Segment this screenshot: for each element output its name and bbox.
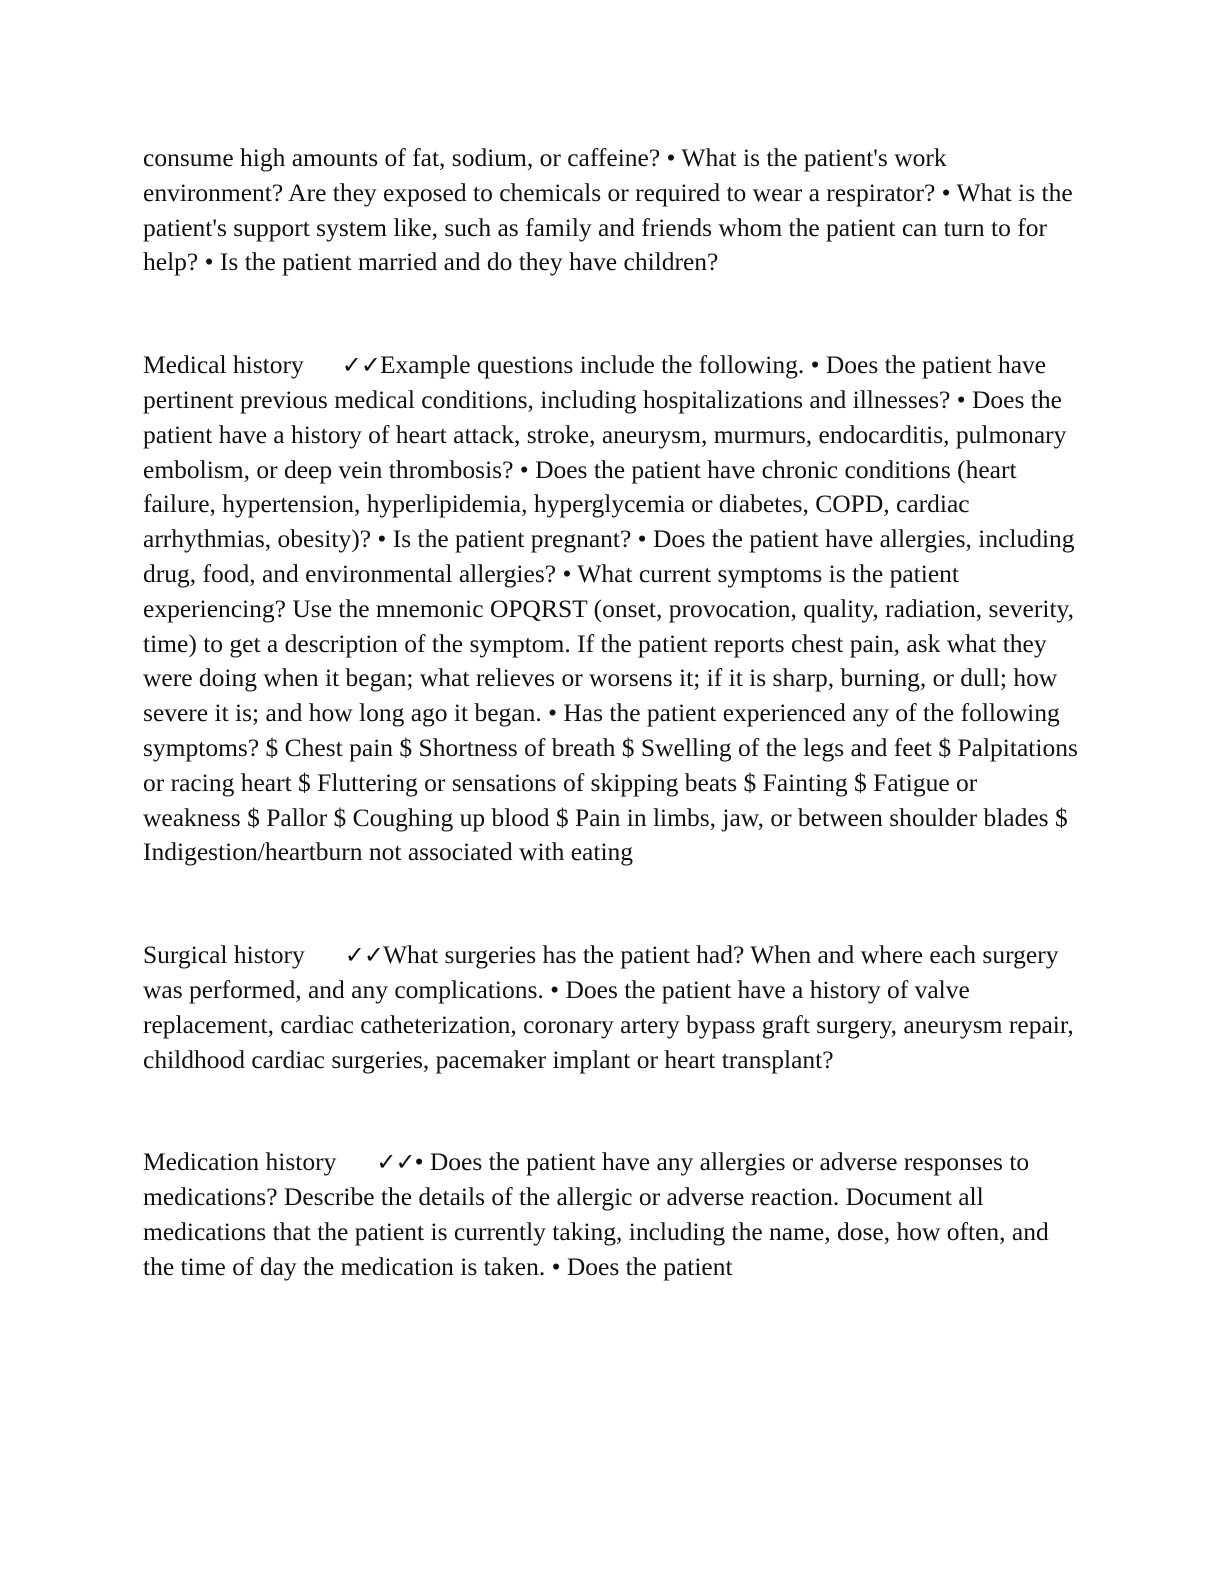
surgical-history-paragraph — [143, 938, 1078, 1077]
medication-history-paragraph — [143, 1145, 1078, 1284]
medical-history-check-icon: ✓✓ — [341, 351, 380, 380]
surgical-history-check-icon: ✓✓ — [344, 941, 383, 970]
medication-history-section — [143, 1145, 1078, 1284]
intro-section — [143, 141, 1078, 280]
medication-history-label: Medication history — [143, 1147, 337, 1177]
surgical-history-label: Surgical history — [143, 940, 305, 970]
medical-history-label: Medical history — [143, 350, 304, 380]
intro-paragraph: consume high amounts of fat, sodium, or caffeine? • What is the patient's work environment? Are they exposed to chemicals or required to wear a respirator? • What is the patient's support system like, such as family and friends whom the patient can turn to for help? • Is the patient married and do they have children? — [143, 143, 1073, 277]
medication-history-check-icon: ✓✓ — [376, 1148, 415, 1177]
medical-history-text: Example questions include the following. • Does the patient have pertinent previous medical conditions, including hospitalizations and illnesses? • Does the patient have a history of heart attack, stroke, aneurysm, murmurs, endocarditis, pulmonary embolism, or deep vein thrombosis? • Does the patient have chronic conditions (heart failure, hypertension, hyperlipidemia, hyperglycemia or diabetes, COPD, cardiac arrhythmias, obesity)? • Is the patient pregnant? • Does the patient have allergies, including drug, food, and environmental allergies? • What current symptoms is the patient experiencing? Use the mnemonic OPQRST (onset, provocation, quality, radiation, severity, time) to get a description of the symptom. If the patient reports chest pain, ask what they were doing when it began; what relieves or worsens it; if it is sharp, burning, or dull; how severe it is; and how long ago it began. • Has the patient experienced any of the following symptoms? $ Chest pain $ Shortness of breath $ Swelling of the legs and feet $ Palpitations or racing heart $ Fluttering or sensations of skipping beats $ Fainting $ Fatigue or weakness $ Pallor $ Coughing up blood $ Pain in limbs, jaw, or between shoulder blades $ Indigestion/heartburn not associated with eating — [143, 350, 1078, 867]
surgical-history-section — [143, 938, 1078, 1077]
medication-history-text: • Does the patient have any allergies or adverse responses to medications? Describe the details of the allergic or adverse reaction. Document all medications that the patient is currently taking, including the name, dose, how often, and the time of day the medication is taken. • Does the patient — [143, 1147, 1049, 1281]
document-page — [143, 141, 1078, 1285]
surgical-history-text: What surgeries has the patient had? When and where each surgery was performed, and any complications. • Does the patient have a history of valve replacement, cardiac catheterization, coronary artery bypass graft surgery, aneurysm repair, childhood cardiac surgeries, pacemaker implant or heart transplant? — [143, 940, 1074, 1074]
medical-history-paragraph — [143, 348, 1078, 870]
medical-history-section — [143, 348, 1078, 870]
